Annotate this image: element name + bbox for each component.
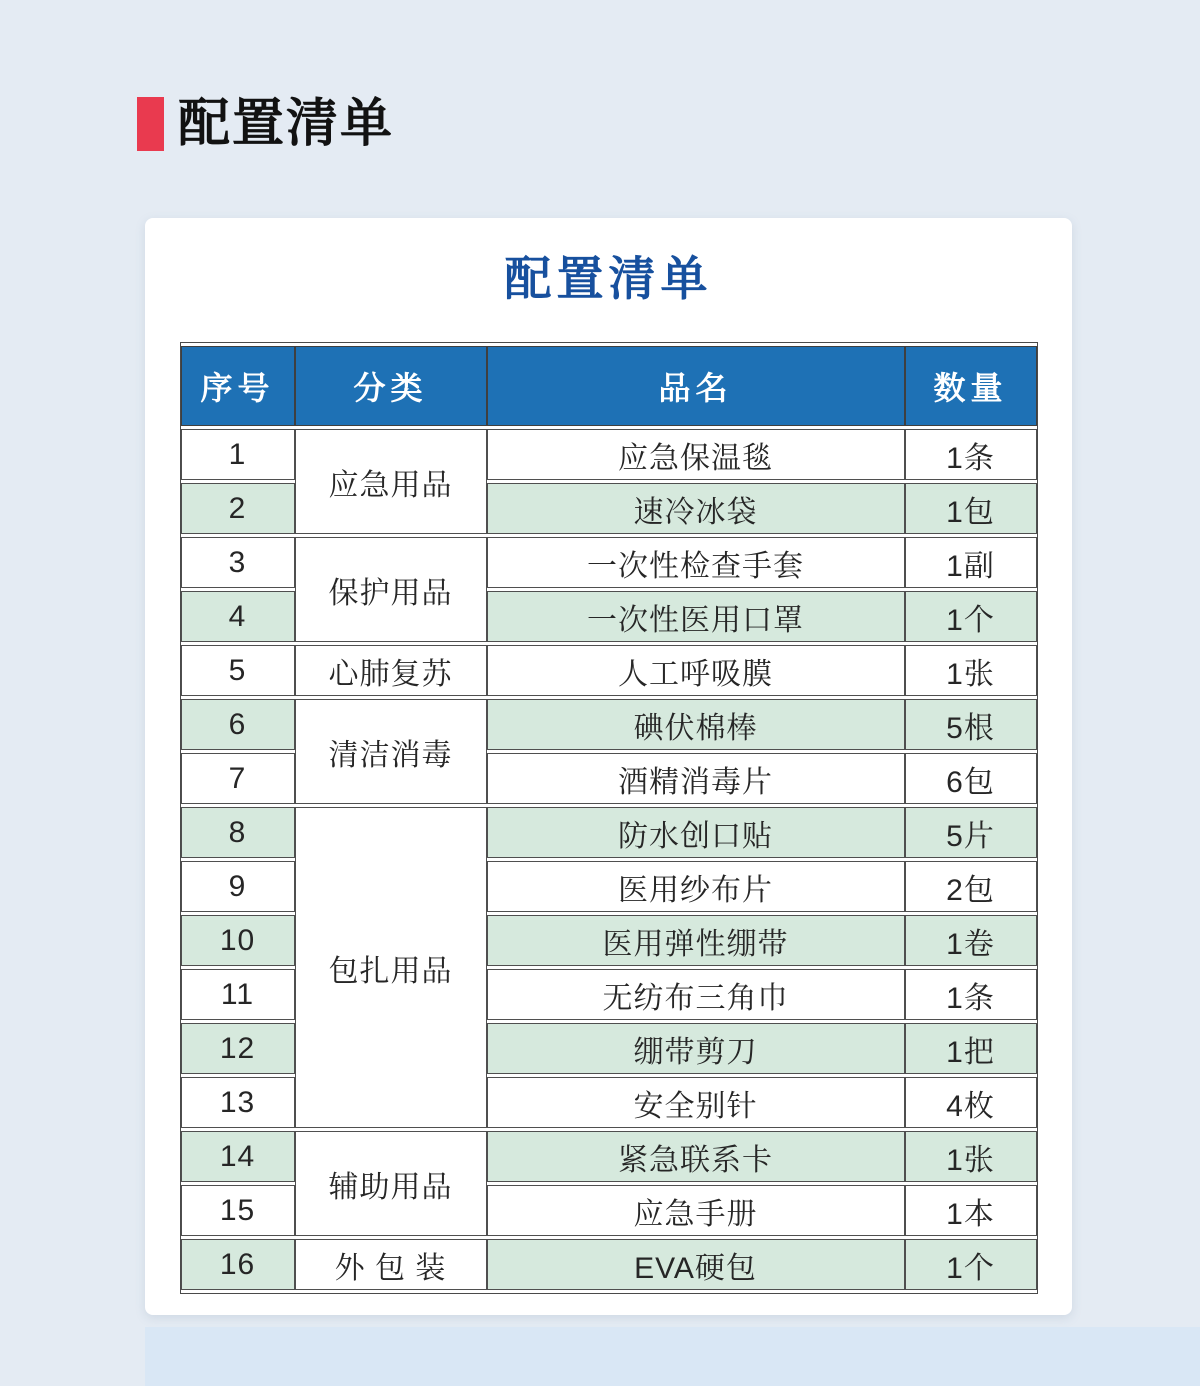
cell-no: 7 — [181, 753, 295, 804]
spec-table — [180, 342, 1038, 1294]
cell-category: 辅助用品 — [295, 1131, 487, 1236]
cell-no: 1 — [181, 429, 295, 480]
table-row — [181, 429, 1037, 480]
cell-qty: 1张 — [905, 645, 1037, 696]
cell-name: 安全别针 — [487, 1077, 905, 1128]
cell-qty: 1把 — [905, 1023, 1037, 1074]
cell-no: 11 — [181, 969, 295, 1020]
cell-qty: 5片 — [905, 807, 1037, 858]
cell-qty: 1个 — [905, 591, 1037, 642]
cell-name: 一次性检查手套 — [487, 537, 905, 588]
cell-qty: 5根 — [905, 699, 1037, 750]
cell-name: 无纺布三角巾 — [487, 969, 905, 1020]
table-row — [181, 645, 1037, 696]
cell-no: 5 — [181, 645, 295, 696]
cell-qty: 1条 — [905, 429, 1037, 480]
cell-no: 6 — [181, 699, 295, 750]
table-row — [181, 1239, 1037, 1290]
cell-no: 10 — [181, 915, 295, 966]
header-category: 分类 — [295, 346, 487, 426]
cell-qty: 4枚 — [905, 1077, 1037, 1128]
cell-category: 保护用品 — [295, 537, 487, 642]
cell-qty: 1卷 — [905, 915, 1037, 966]
cell-name: 速冷冰袋 — [487, 483, 905, 534]
cell-category: 应急用品 — [295, 429, 487, 534]
bottom-band — [145, 1327, 1200, 1386]
cell-qty: 6包 — [905, 753, 1037, 804]
header-no: 序号 — [181, 346, 295, 426]
cell-qty: 1包 — [905, 483, 1037, 534]
cell-name: EVA硬包 — [487, 1239, 905, 1290]
cell-name: 应急手册 — [487, 1185, 905, 1236]
cell-no: 2 — [181, 483, 295, 534]
cell-no: 14 — [181, 1131, 295, 1182]
accent-bar — [137, 97, 164, 151]
cell-name: 应急保温毯 — [487, 429, 905, 480]
section-header — [137, 97, 394, 151]
cell-no: 12 — [181, 1023, 295, 1074]
cell-no: 3 — [181, 537, 295, 588]
header-name: 品名 — [487, 346, 905, 426]
table-row — [181, 807, 1037, 858]
cell-qty: 1张 — [905, 1131, 1037, 1182]
cell-name: 碘伏棉棒 — [487, 699, 905, 750]
cell-name: 医用弹性绷带 — [487, 915, 905, 966]
cell-category: 包扎用品 — [295, 807, 487, 1128]
cell-no: 9 — [181, 861, 295, 912]
page-title: 配置清单 — [178, 95, 395, 153]
table-row — [181, 699, 1037, 750]
cell-name: 绷带剪刀 — [487, 1023, 905, 1074]
cell-qty: 1个 — [905, 1239, 1037, 1290]
cell-qty: 1副 — [905, 537, 1037, 588]
table-title: 配置清单 — [504, 252, 713, 305]
table-row — [181, 537, 1037, 588]
cell-qty: 1本 — [905, 1185, 1037, 1236]
cell-name: 防水创口贴 — [487, 807, 905, 858]
cell-category: 清洁消毒 — [295, 699, 487, 804]
cell-name: 紧急联系卡 — [487, 1131, 905, 1182]
cell-qty: 1条 — [905, 969, 1037, 1020]
cell-qty: 2包 — [905, 861, 1037, 912]
cell-name: 人工呼吸膜 — [487, 645, 905, 696]
cell-no: 13 — [181, 1077, 295, 1128]
cell-name: 医用纱布片 — [487, 861, 905, 912]
header-qty: 数量 — [905, 346, 1037, 426]
cell-no: 4 — [181, 591, 295, 642]
spec-card — [145, 218, 1072, 1315]
cell-category: 外 包 装 — [295, 1239, 487, 1290]
cell-name: 一次性医用口罩 — [487, 591, 905, 642]
cell-no: 8 — [181, 807, 295, 858]
cell-category: 心肺复苏 — [295, 645, 487, 696]
cell-no: 16 — [181, 1239, 295, 1290]
cell-name: 酒精消毒片 — [487, 753, 905, 804]
table-header-row — [181, 346, 1037, 426]
table-row — [181, 1131, 1037, 1182]
cell-no: 15 — [181, 1185, 295, 1236]
